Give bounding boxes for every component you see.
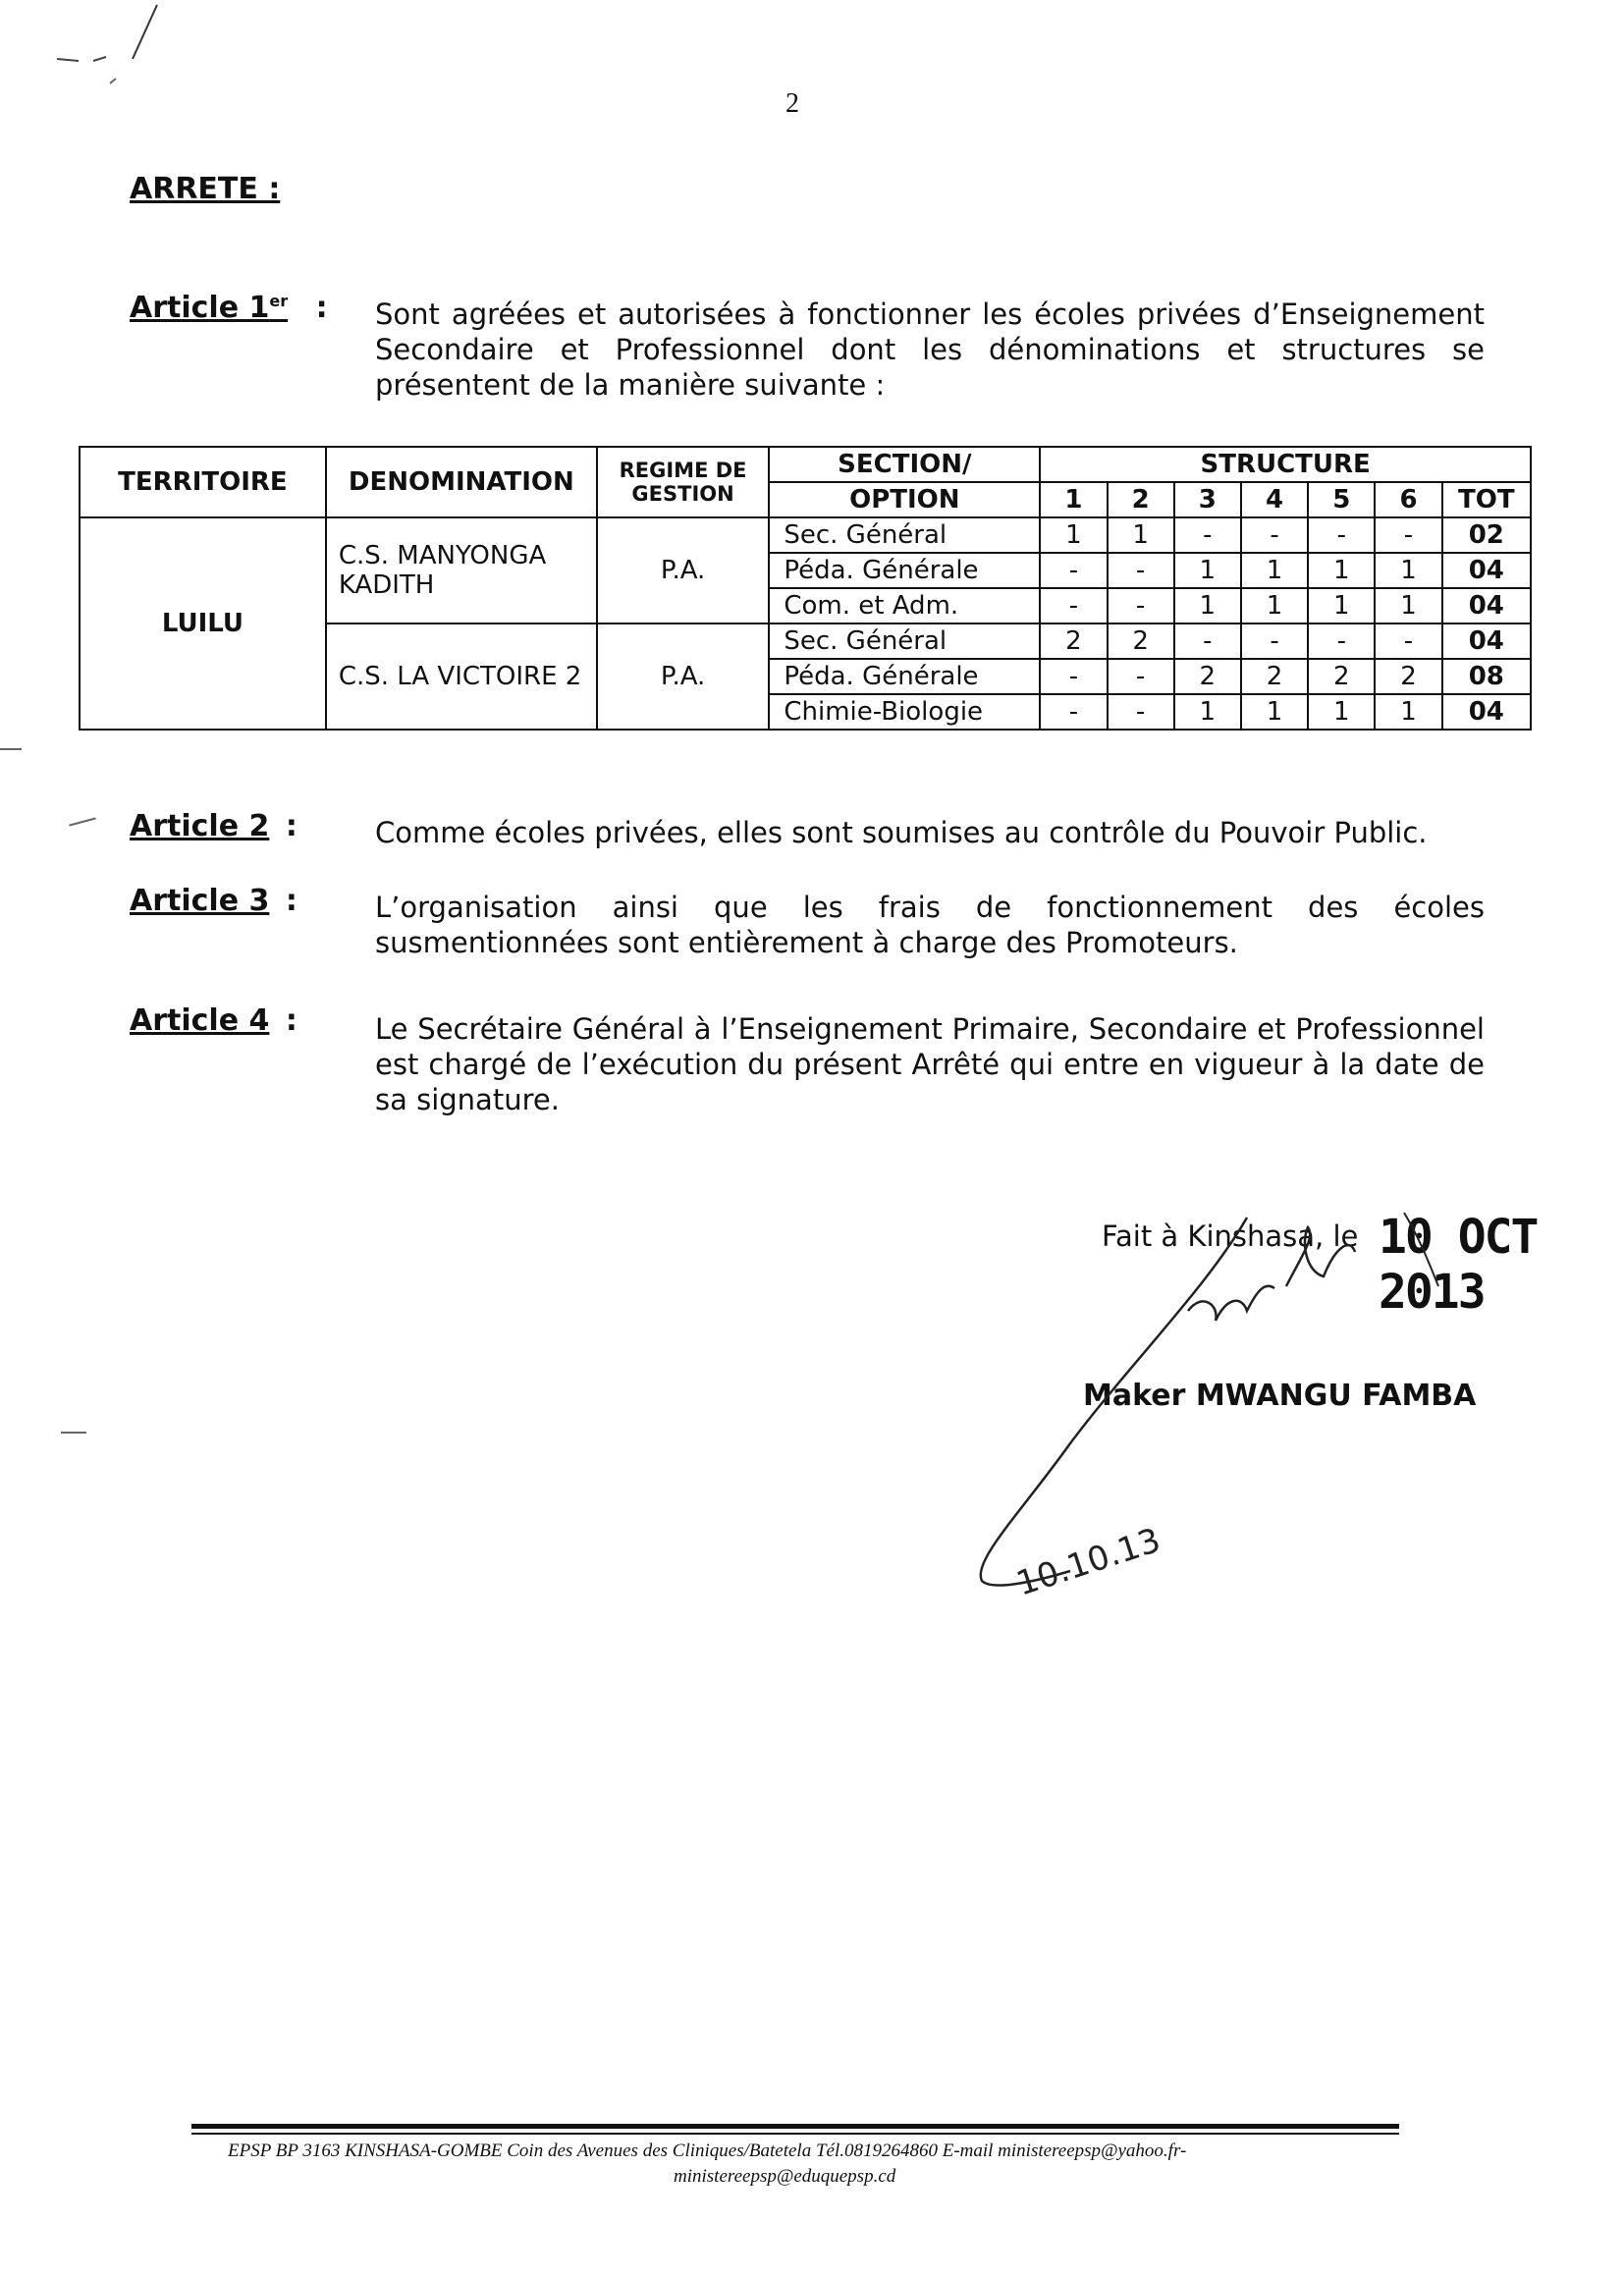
structure-cell: 1 (1040, 517, 1107, 553)
margin-mark (69, 817, 96, 826)
header-territoire: TERRITOIRE (80, 447, 326, 517)
option-name: Chimie-Biologie (769, 694, 1040, 730)
structure-cell: 2 (1241, 659, 1308, 694)
article-1-text: Sont agréées et autorisées à fonctionner les écoles privées d’Enseignement Secondaire et Professionnel dont les dénominations et structures se présentent de la manière suivante : (375, 298, 1485, 402)
structure-cell: 1 (1174, 588, 1241, 623)
structure-cell: 1 (1375, 588, 1441, 623)
option-name: Péda. Générale (769, 659, 1040, 694)
structure-cell: - (1040, 553, 1107, 588)
arrete-heading: ARRETE : (130, 172, 281, 206)
signer-name: Maker MWANGU FAMBA (1083, 1379, 1477, 1413)
structure-cell: 2 (1040, 623, 1107, 659)
structure-cell: 2 (1308, 659, 1375, 694)
structure-cell: 1 (1375, 553, 1441, 588)
handwritten-date: 10.10.13 (1011, 1520, 1165, 1604)
margin-mark (61, 1432, 86, 1434)
territoire-cell: LUILU (80, 517, 326, 730)
footer-address: EPSP BP 3163 KINSHASA-GOMBE Coin des Avenues des Cliniques/Batetela Tél.0819264860 E-mail ministereepsp@yahoo.fr- (228, 2141, 1187, 2161)
structure-cell: 2 (1375, 659, 1441, 694)
header-tot: TOT (1442, 482, 1531, 517)
structure-cell: - (1375, 517, 1441, 553)
structure-cell: 1 (1108, 517, 1174, 553)
structure-cell: - (1040, 588, 1107, 623)
structure-cell: - (1174, 623, 1241, 659)
structure-cell: 1 (1375, 694, 1441, 730)
total-cell: 02 (1442, 517, 1531, 553)
header-denomination: DENOMINATION (326, 447, 597, 517)
article-4-label: Article 4 : (130, 1003, 298, 1038)
place-and-date-label: Fait à Kinshasa, le (1102, 1219, 1359, 1253)
article-2-text: Comme écoles privées, elles sont soumises au contrôle du Pouvoir Public. (375, 816, 1428, 849)
total-cell: 08 (1442, 659, 1531, 694)
structure-cell: 1 (1308, 694, 1375, 730)
footer-rule (191, 2124, 1399, 2129)
structure-cell: 1 (1241, 694, 1308, 730)
structure-cell: - (1241, 517, 1308, 553)
article-3-label: Article 3 : (130, 884, 298, 918)
structure-cell: 1 (1174, 553, 1241, 588)
table-row (80, 517, 1531, 553)
header-year-1: 1 (1040, 482, 1107, 517)
structure-cell: 1 (1241, 553, 1308, 588)
total-cell: 04 (1442, 623, 1531, 659)
option-name: Péda. Générale (769, 553, 1040, 588)
article-1-label: Article 1er : (130, 291, 328, 325)
structure-cell: - (1375, 623, 1441, 659)
header-option: OPTION (769, 482, 1040, 517)
structure-table (79, 446, 1532, 731)
structure-cell: 2 (1174, 659, 1241, 694)
option-name: Com. et Adm. (769, 588, 1040, 623)
structure-cell: - (1241, 623, 1308, 659)
structure-cell: - (1308, 623, 1375, 659)
structure-cell: 1 (1308, 588, 1375, 623)
structure-cell: 2 (1108, 623, 1174, 659)
header-regime: REGIME DE GESTION (597, 447, 770, 517)
footer-rule-thin (191, 2133, 1399, 2135)
header-section: SECTION/ (769, 447, 1040, 482)
total-cell: 04 (1442, 553, 1531, 588)
structure-cell: 1 (1241, 588, 1308, 623)
corner-pen-mark (39, 0, 177, 118)
structure-cell: - (1108, 659, 1174, 694)
school-name: C.S. LA VICTOIRE 2 (326, 623, 597, 730)
structure-cell: - (1308, 517, 1375, 553)
date-stamp: 10 OCT 2013 (1379, 1210, 1538, 1320)
option-name: Sec. Général (769, 623, 1040, 659)
article-1-title: Article 1er (130, 291, 289, 325)
header-year-2: 2 (1108, 482, 1174, 517)
school-name: C.S. MANYONGA KADITH (326, 517, 597, 623)
structure-cell: - (1174, 517, 1241, 553)
handwritten-signature (962, 1198, 1512, 1610)
option-name: Sec. Général (769, 517, 1040, 553)
structure-cell: 1 (1174, 694, 1241, 730)
structure-cell: - (1108, 588, 1174, 623)
structure-cell: - (1108, 694, 1174, 730)
margin-mark (0, 748, 22, 750)
structure-cell: - (1108, 553, 1174, 588)
header-year-5: 5 (1308, 482, 1375, 517)
article-3-text: L’organisation ainsi que les frais de fonctionnement des écoles susmentionnées sont entièrement à charge des Promoteurs. (375, 891, 1485, 959)
article-2-label: Article 2 : (130, 809, 298, 843)
total-cell: 04 (1442, 694, 1531, 730)
header-year-3: 3 (1174, 482, 1241, 517)
page-number: 2 (785, 88, 799, 119)
header-year-4: 4 (1241, 482, 1308, 517)
header-structure: STRUCTURE (1040, 447, 1531, 482)
footer-email: ministereepsp@eduquepsp.cd (674, 2166, 896, 2187)
structure-cell: 1 (1308, 553, 1375, 588)
structure-cell: - (1040, 694, 1107, 730)
article-4-text: Le Secrétaire Général à l’Enseignement Primaire, Secondaire et Professionnel est chargé de l’exécution du présent Arrêté qui entre en vigueur à la date de sa signature. (375, 1012, 1485, 1116)
school-regime: P.A. (597, 517, 770, 623)
school-regime: P.A. (597, 623, 770, 730)
structure-cell: - (1040, 659, 1107, 694)
total-cell: 04 (1442, 588, 1531, 623)
header-year-6: 6 (1375, 482, 1441, 517)
